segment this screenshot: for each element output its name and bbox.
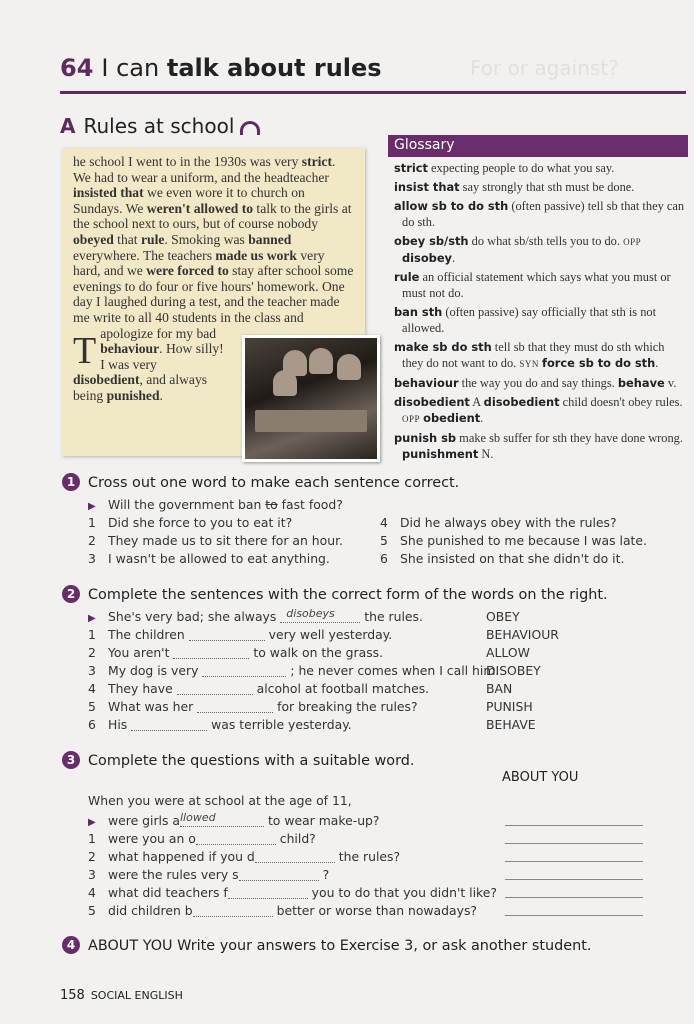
text-segment: an official statement which says what you must or must not do. <box>402 270 671 300</box>
text-segment: (often passive) tell sb that they can do sth. <box>402 199 685 229</box>
text-segment: OPP <box>623 237 642 247</box>
answer-line[interactable] <box>505 861 643 862</box>
bold-term: disobedient <box>73 372 140 388</box>
text-segment: tell sb that they must do sth which they do not want to do. <box>402 340 665 370</box>
exercise-4-heading: 4 ABOUT YOU Write your answers to Exercise 3, or ask another student. <box>62 936 591 954</box>
bold-term: rule <box>140 231 165 247</box>
ex3-item: 4 what did teachers f you to do that you didn't like? <box>88 885 497 900</box>
bold-term: obeyed <box>73 231 114 247</box>
answer-line[interactable] <box>505 843 643 844</box>
exercise-3-heading: 3 Complete the questions with a suitable word. <box>62 751 414 769</box>
text-segment: . Smoking was <box>164 231 249 247</box>
text-segment: say strongly that sth must be done. <box>459 180 635 194</box>
glossary-heading: Glossary <box>388 135 688 157</box>
ex2-item: 1 The children very well yesterday. <box>88 627 393 642</box>
bold-term: banned <box>248 231 292 247</box>
bold-term: punished <box>106 387 160 403</box>
bold-term: disobedient <box>394 395 470 409</box>
bold-term: disobey <box>402 251 452 265</box>
title-divider <box>60 91 686 94</box>
word-prompt: BEHAVIOUR <box>486 627 559 642</box>
section-a-heading: A Rules at school <box>60 114 260 138</box>
bold-term: obey sb/sth <box>394 234 469 248</box>
ex1-item: 1 Did she force to you to eat it? <box>88 515 293 530</box>
ex1-item: 5 She punished to me because I was late. <box>380 533 647 548</box>
answer-blank[interactable] <box>131 718 207 731</box>
glossary-entry <box>394 304 686 336</box>
text-segment: make sb suffer for sth they have done wrong. <box>456 431 683 445</box>
glossary-entry <box>394 339 686 372</box>
answer-blank[interactable] <box>228 886 308 899</box>
text-segment: . <box>159 387 163 403</box>
answer-line[interactable] <box>505 915 643 916</box>
ex2-item: 3 My dog is very ; he never comes when I call him. <box>88 663 500 678</box>
text-segment: talk to the girls at the school next to ours, but of course nobody <box>73 200 352 232</box>
answer-blank[interactable] <box>197 700 273 713</box>
unit-number: 64 <box>60 54 94 82</box>
bold-term: make sb do sth <box>394 340 492 354</box>
glossary-entry <box>394 160 686 176</box>
answer-blank[interactable] <box>196 832 276 845</box>
text-segment: , and always being <box>73 372 208 403</box>
text-segment: (often passive) say officially that sth is not allowed. <box>402 305 657 335</box>
text-segment: OPP <box>402 414 421 424</box>
handwritten-answer: disobeys <box>286 607 335 620</box>
bold-term: ban sth <box>394 305 443 319</box>
answer-blank[interactable] <box>173 646 249 659</box>
exercise-1-heading: 1 Cross out one word to make each sentence correct. <box>62 473 459 491</box>
bold-term: behaviour <box>100 341 160 357</box>
bold-term: force sb to do sth <box>541 356 656 370</box>
bold-term: strict <box>301 154 332 169</box>
bold-term: insist that <box>394 180 460 194</box>
unit-title: 64 I can talk about rules <box>60 54 382 82</box>
ex3-item: 5 did children b better or worse than nowadays? <box>88 903 477 918</box>
school-photo <box>242 335 380 462</box>
word-prompt: BEHAVE <box>486 717 536 732</box>
ex1-item: 3 I wasn't be allowed to eat anything. <box>88 551 330 566</box>
about-you-label: ABOUT YOU <box>502 770 579 785</box>
ex1-item: 2 They made us to sit there for an hour. <box>88 533 343 548</box>
answer-blank[interactable] <box>189 628 265 641</box>
handwritten-answer: llowed <box>179 811 216 824</box>
text-segment: everywhere. The teachers <box>73 247 216 263</box>
word-prompt: BAN <box>486 681 513 696</box>
text-segment: SYN <box>519 359 539 369</box>
ex3-intro: When you were at school at the age of 11, <box>88 793 352 808</box>
glossary-entry <box>394 375 686 391</box>
word-prompt: PUNISH <box>486 699 533 714</box>
bold-term: allow sb to do sth <box>394 199 509 213</box>
text-segment: he school I went to in the 1930s was very <box>73 154 302 169</box>
ex2-example: ▶ She's very bad; she always disobeys the rules. <box>88 607 423 624</box>
bold-term: weren't allowed to <box>146 200 254 216</box>
text-segment: . <box>451 251 456 265</box>
bold-term: obedient <box>423 411 481 425</box>
ex3-item: 3 were the rules very s ? <box>88 867 330 882</box>
glossary-entry <box>394 394 686 427</box>
text-segment: v. <box>664 376 677 390</box>
ex1-example: ▶ Will the government ban to fast food? <box>88 497 343 512</box>
text-segment: . How silly! I was very <box>100 341 224 372</box>
text-segment: the way you do and say things. <box>458 376 618 390</box>
ex2-item: 5 What was her for breaking the rules? <box>88 699 418 714</box>
text-segment: N. <box>478 447 494 461</box>
headphones-icon[interactable] <box>240 121 260 135</box>
answer-blank[interactable] <box>177 682 253 695</box>
text-segment: . <box>480 411 484 425</box>
ex3-item: 1 were you an o child? <box>88 831 316 846</box>
bold-term: behaviour <box>394 376 459 390</box>
glossary-entry <box>394 179 686 195</box>
word-prompt: ALLOW <box>486 645 530 660</box>
text-segment: child doesn't obey rules. <box>559 395 683 409</box>
bold-term: punishment <box>402 447 479 461</box>
text-segment: we even wore it to church on Sundays. We <box>73 185 305 216</box>
glossary <box>394 160 686 465</box>
text-segment: do what sb/sth tells you to do. <box>468 234 624 248</box>
bold-term: disobedient <box>483 395 560 409</box>
ex2-item: 6 His was terrible yesterday. <box>88 717 352 732</box>
answer-line[interactable] <box>505 825 643 826</box>
answer-blank[interactable] <box>239 868 319 881</box>
ex1-item: 6 She insisted on that she didn't do it. <box>380 551 625 566</box>
ex2-item: 4 They have alcohol at football matches. <box>88 681 430 696</box>
text-segment: A <box>469 395 484 409</box>
answer-blank[interactable] <box>202 664 286 677</box>
faded-facing-page-title: For or against? <box>470 56 619 80</box>
glossary-entry <box>394 198 686 230</box>
text-segment: stay after school some evenings to do four or five hours' homework. One day I laughed during a test, and the teacher made me write to all 40 students in the class and apologize for my bad <box>73 263 354 341</box>
text-segment: expecting people to do what you say. <box>427 161 615 175</box>
ex1-item: 4 Did he always obey with the rules? <box>380 515 617 530</box>
glossary-entry <box>394 269 686 301</box>
word-prompt: DISOBEY <box>486 663 541 678</box>
bold-term: strict <box>394 161 428 175</box>
bold-term: insisted that <box>73 185 144 201</box>
glossary-entry <box>394 233 686 266</box>
text-segment: . We had to wear a uniform, and the headteacher <box>73 154 336 185</box>
text-segment: that <box>113 231 141 247</box>
answer-blank[interactable] <box>193 904 273 917</box>
ex3-example: ▶ were girls a llowed to wear make-up? <box>88 811 380 828</box>
exercise-2-heading: 2 Complete the sentences with the correct form of the words on the right. <box>62 585 608 603</box>
page-footer: 158 SOCIAL ENGLISH <box>60 988 183 1003</box>
ex3-item: 2 what happened if you d the rules? <box>88 849 401 864</box>
bold-term: behave <box>617 376 665 390</box>
bold-term: were forced to <box>146 263 229 279</box>
glossary-entry <box>394 430 686 462</box>
answer-line[interactable] <box>505 879 643 880</box>
text-segment: . <box>655 356 659 370</box>
answer-line[interactable] <box>505 897 643 898</box>
page-number: 158 <box>60 988 85 1003</box>
text-segment: very hard, and we <box>73 247 325 279</box>
bold-term: rule <box>394 270 420 284</box>
answer-blank[interactable] <box>255 850 335 863</box>
bold-term: made us work <box>215 247 297 263</box>
word-prompt: OBEY <box>486 609 520 624</box>
ex2-item: 2 You aren't to walk on the grass. <box>88 645 384 660</box>
bold-term: punish sb <box>394 431 457 445</box>
drop-cap: T <box>73 330 97 372</box>
